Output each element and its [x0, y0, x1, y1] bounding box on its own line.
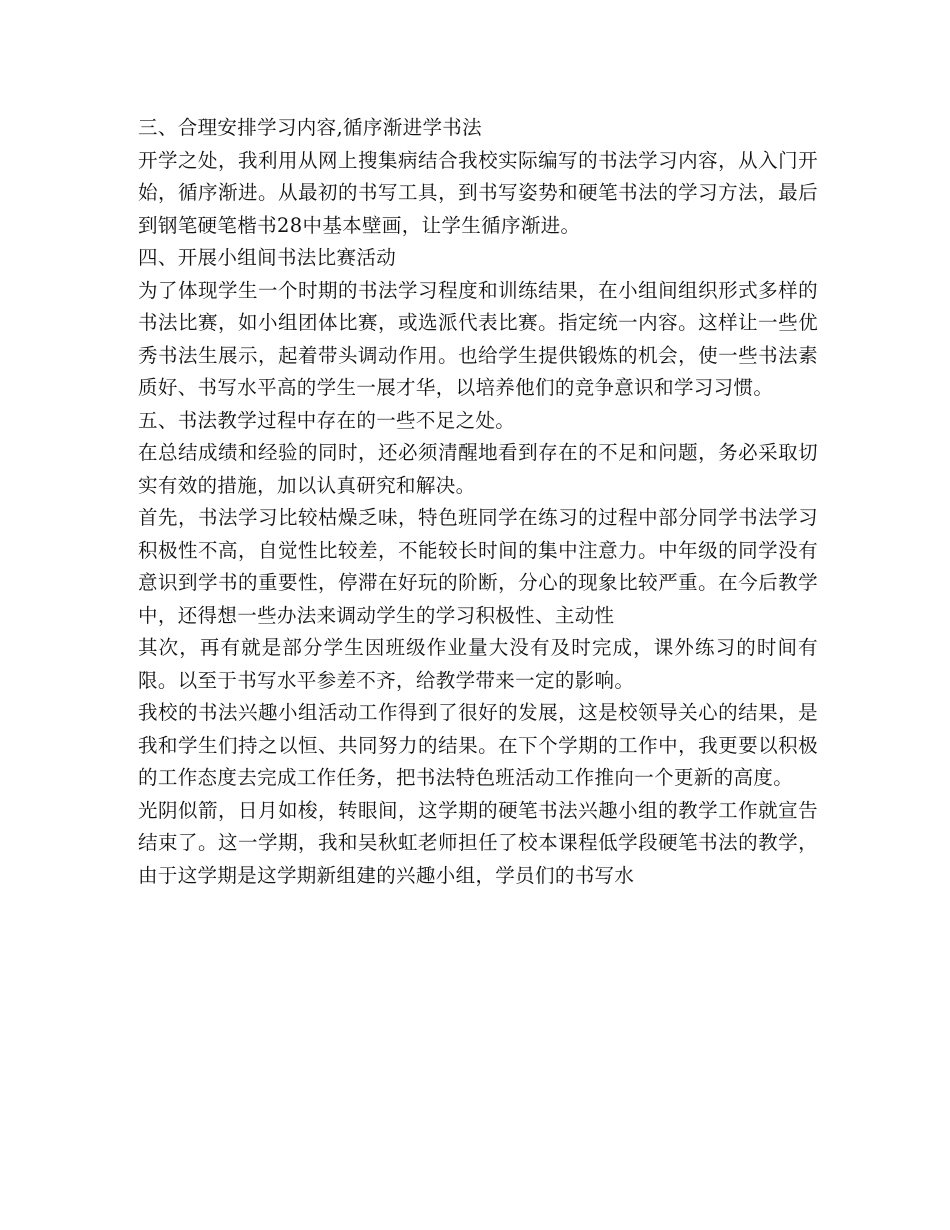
- section-heading-5: 五、书法教学过程中存在的一些不足之处。: [138, 408, 516, 432]
- paragraph: 其次，再有就是部分学生因班级作业量大没有及时完成，课外练习的时间有限。以至于书写水平参差不齐，给教学带来一定的影响。: [138, 636, 818, 692]
- document-body: [138, 112, 818, 892]
- paragraph: 在总结成绩和经验的同时，还必须清醒地看到存在的不足和问题，务必采取切实有效的措施，加以认真研究和解决。: [138, 441, 818, 497]
- section-heading-4: 四、开展小组间书法比赛活动: [138, 246, 397, 269]
- section-heading-3: 三、合理安排学习内容,循序渐进学书法: [138, 116, 482, 139]
- paragraph: 首先，书法学习比较枯燥乏味，特色班同学在练习的过程中部分同学书法学习积极性不高，自觉性比较差，不能较长时间的集中注意力。中年级的同学没有意识到学书的重要性，停滞在好玩的阶断，分心的现象比较严重。在今后教学中，还得想一些办法来调动学生的学习积极性、主动性: [138, 506, 818, 627]
- paragraph: 开学之处，我利用从网上搜集病结合我校实际编写的书法学习内容，从入门开始，循序渐进。从最初的书写工具，到书写姿势和硬笔书法的学习方法，最后到钢笔硬笔楷书28中基本壁画，让学生循序渐进。: [138, 148, 818, 237]
- paragraph: 为了体现学生一个时期的书法学习程度和训练结果，在小组间组织形式多样的书法比赛，如小组团体比赛，或选派代表比赛。指定统一内容。这样让一些优秀书法生展示，起着带头调动作用。也给学生提供锻炼的机会，使一些书法素质好、书写水平高的学生一展才华，以培养他们的竞争意识和学习习惯。: [138, 278, 818, 399]
- paragraph: 我校的书法兴趣小组活动工作得到了很好的发展，这是校领导关心的结果，是我和学生们持之以恒、共同努力的结果。在下个学期的工作中，我更要以积极的工作态度去完成工作任务，把书法特色班活动工作推向一个更新的高度。: [138, 701, 818, 789]
- paragraph: 光阴似箭，日月如梭，转眼间，这学期的硬笔书法兴趣小组的教学工作就宣告结束了。这一学期，我和吴秋虹老师担任了校本课程低学段硬笔书法的教学，由于这学期是这学期新组建的兴趣小组，学员们的书写水: [138, 798, 818, 887]
